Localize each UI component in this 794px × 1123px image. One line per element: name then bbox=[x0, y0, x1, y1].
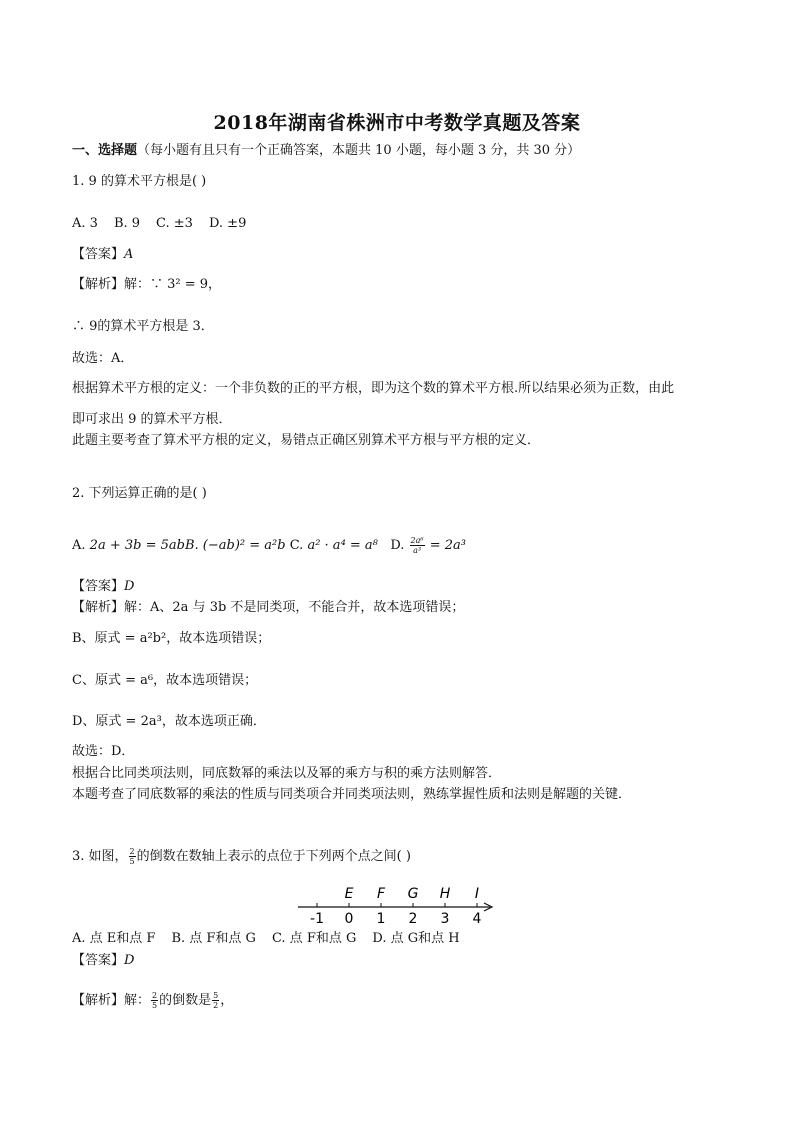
analysis-fraction-a bbox=[151, 991, 158, 1010]
fraction-denominator: 5 bbox=[129, 857, 135, 866]
number-line-point-label: I bbox=[474, 886, 480, 902]
q3-analysis bbox=[72, 991, 233, 1010]
q3-option-d: D. 点 G和点 H bbox=[372, 931, 460, 946]
section-heading: 一、选择题 bbox=[72, 143, 138, 158]
q3-option-b: B. 点 F和点 G bbox=[171, 931, 256, 946]
q2-line-choice: 故选：D． bbox=[72, 744, 135, 759]
q3-stem bbox=[72, 847, 411, 866]
answer-value: A bbox=[124, 247, 134, 262]
fraction-denominator: 2 bbox=[213, 1001, 219, 1010]
q2-option-a: 2a + 3b = 5abB. bbox=[89, 538, 199, 553]
analysis-label: 【解析】 bbox=[72, 993, 125, 1008]
q3-option-c: C. 点 F和点 G bbox=[271, 931, 357, 946]
q2-option-c-label: C. bbox=[289, 538, 304, 553]
q1-line-3: 根据算术平方根的定义：一个非负数的正的平方根，即为这个数的算术平方根.所以结果必须为正数，由此 bbox=[72, 381, 675, 396]
q2-line-d: D、原式 = 2a³，故本选项正确． bbox=[72, 714, 266, 729]
q1-option-b: B. 9 bbox=[113, 216, 141, 231]
q2-line-b: B、原式 = a²b²，故本选项错误； bbox=[72, 631, 271, 646]
q2-option-b: (−ab)² = a²b bbox=[202, 538, 286, 553]
section-heading-line bbox=[72, 142, 580, 159]
analysis-fraction-b bbox=[212, 991, 219, 1010]
q2-option-a-label: A. bbox=[72, 538, 86, 553]
q3-options bbox=[72, 930, 476, 947]
fraction-numerator: 2a⁶ bbox=[410, 536, 424, 545]
analysis-middle: 的倒数是 bbox=[159, 993, 212, 1008]
fraction-numerator: 2 bbox=[129, 847, 135, 856]
q2-stem: 2. 下列运算正确的是( ) bbox=[72, 486, 207, 501]
analysis-text: 解：A、2a 与 3b 不是同类项，不能合并，故本选项错误； bbox=[124, 600, 465, 615]
q2-answer bbox=[72, 578, 134, 595]
q2-options bbox=[72, 536, 466, 555]
q1-line-5: 此题主要考查了算术平方根的定义，易错点正确区别算术平方根与平方根的定义． bbox=[72, 433, 541, 448]
number-line bbox=[290, 878, 500, 928]
analysis-text: 解：∵ 3² = 9， bbox=[124, 277, 222, 292]
q3-option-a: A. 点 E和点 F bbox=[72, 931, 156, 946]
fraction-denominator: 5 bbox=[152, 1001, 158, 1010]
number-line-tick-label: -1 bbox=[310, 911, 324, 927]
q1-option-a: A. 3 bbox=[72, 216, 98, 231]
number-line-tick-label: 1 bbox=[376, 911, 386, 927]
number-line-tick-label: 4 bbox=[472, 911, 482, 927]
q2-analysis bbox=[72, 599, 464, 616]
q2-option-d-fraction bbox=[410, 536, 425, 555]
q3-answer bbox=[72, 952, 134, 969]
q1-line-2: 故选：A． bbox=[72, 351, 134, 366]
q1-line-4: 即可求出 9 的算术平方根． bbox=[72, 412, 232, 427]
fraction-denominator: a³ bbox=[413, 546, 422, 555]
page-title: 2018年湖南省株洲市中考数学真题及答案 bbox=[213, 112, 581, 134]
analysis-label: 【解析】 bbox=[72, 277, 125, 292]
answer-label: 【答案】 bbox=[72, 579, 125, 594]
analysis-prefix: 解： bbox=[124, 993, 151, 1008]
q1-options bbox=[72, 215, 262, 232]
q2-line-summary: 本题考查了同底数幂的乘法的性质与同类项合并同类项法则，熟练掌握性质和法则是解题的关键． bbox=[72, 787, 632, 802]
q1-analysis bbox=[72, 276, 221, 293]
number-line-point-label: F bbox=[376, 886, 386, 902]
q2-option-c: a² · a⁴ = a⁸ bbox=[307, 538, 378, 553]
answer-value: D bbox=[124, 579, 135, 594]
q1-option-c: C. ±3 bbox=[156, 216, 193, 231]
answer-value: D bbox=[124, 953, 135, 968]
q1-line-1: ∴ 9的算术平方根是 3． bbox=[72, 319, 214, 334]
q1-stem: 1. 9 的算术平方根是( ) bbox=[72, 174, 207, 189]
fraction-numerator: 2 bbox=[152, 991, 158, 1000]
q3-stem-prefix: 3. 如图， bbox=[72, 849, 128, 864]
number-line-point-label: G bbox=[407, 886, 419, 902]
q2-line-rule: 根据合比同类项法则，同底数幂的乘法以及幂的乘方与积的乘方法则解答． bbox=[72, 766, 502, 781]
q2-option-d-label: D. bbox=[390, 538, 405, 553]
analysis-label: 【解析】 bbox=[72, 600, 125, 615]
analysis-end: ， bbox=[220, 993, 234, 1008]
answer-label: 【答案】 bbox=[72, 247, 125, 262]
q2-option-d-rhs: = 2a³ bbox=[429, 538, 467, 553]
q3-stem-fraction bbox=[129, 847, 136, 866]
fraction-numerator: 5 bbox=[213, 991, 219, 1000]
section-note: （每小题有且只有一个正确答案，本题共 10 小题，每小题 3 分，共 30 分） bbox=[137, 143, 581, 158]
number-line-tick-label: 2 bbox=[408, 911, 418, 927]
number-line-tick-label: 0 bbox=[344, 911, 354, 927]
answer-label: 【答案】 bbox=[72, 953, 125, 968]
number-line-point-label: E bbox=[344, 886, 354, 902]
number-line-tick-label: 3 bbox=[440, 911, 450, 927]
q1-answer bbox=[72, 246, 133, 263]
q3-stem-suffix: 的倒数在数轴上表示的点位于下列两个点之间( ) bbox=[136, 849, 411, 864]
q1-option-d: D. ±9 bbox=[208, 216, 247, 231]
number-line-point-label: H bbox=[439, 886, 451, 902]
q2-line-c: C、原式 = a⁶，故本选项错误； bbox=[72, 673, 258, 688]
